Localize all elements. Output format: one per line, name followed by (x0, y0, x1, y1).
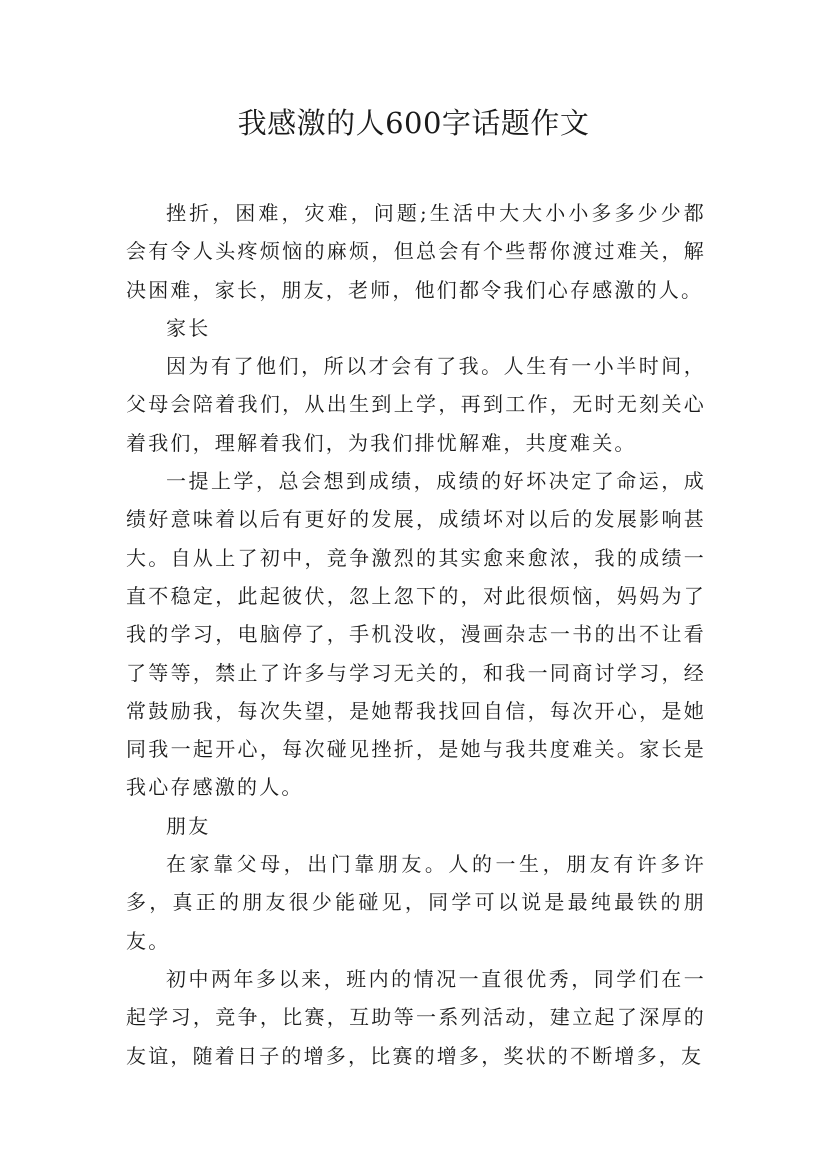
paragraph-friends-2: 初中两年多以来，班内的情况一直很优秀，同学们在一起学习，竞争，比赛，互助等一系列活动，建立起了深厚的友谊，随着日子的增多，比赛的增多，奖状的不断增多，友 (126, 966, 706, 1068)
paragraph-parents-2: 一提上学，总会想到成绩，成绩的好坏决定了命运，成绩好意味着以后有更好的发展，成绩坏对以后的发展影响甚大。自从上了初中，竞争激烈的其实愈来愈浓，我的成绩一直不稳定，此起彼伏，忽上忽下的，对此很烦恼，妈妈为了我的学习，电脑停了，手机没收，漫画杂志一书的出不让看了等等，禁止了许多与学习无关的，和我一同商讨学习，经常鼓励我，每次失望，是她帮我找回自信，每次开心，是她同我一起开心，每次碰见挫折，是她与我共度难关。家长是我心存感激的人。 (126, 469, 706, 800)
section-heading-parents: 家长 (166, 315, 211, 340)
paragraph-intro: 挫折，困难，灾难，问题;生活中大大小小多多少少都会有令人头疼烦恼的麻烦，但总会有个些帮你渡过难关，解决困难，家长，朋友，老师，他们都令我们心存感激的人。 (126, 201, 706, 302)
document-body (126, 194, 706, 1075)
section-heading-friends: 朋友 (166, 813, 211, 838)
paragraph-friends-1: 在家靠父母，出门靠朋友。人的一生，朋友有许多许多，真正的朋友很少能碰见，同学可以说是最纯最铁的朋友。 (126, 852, 706, 953)
paragraph-parents-1: 因为有了他们，所以才会有了我。人生有一小半时间，父母会陪着我们，从出生到上学，再到工作，无时无刻关心着我们，理解着我们，为我们排忧解难，共度难关。 (126, 354, 706, 455)
document-title: 我感激的人600字话题作文 (237, 106, 590, 140)
